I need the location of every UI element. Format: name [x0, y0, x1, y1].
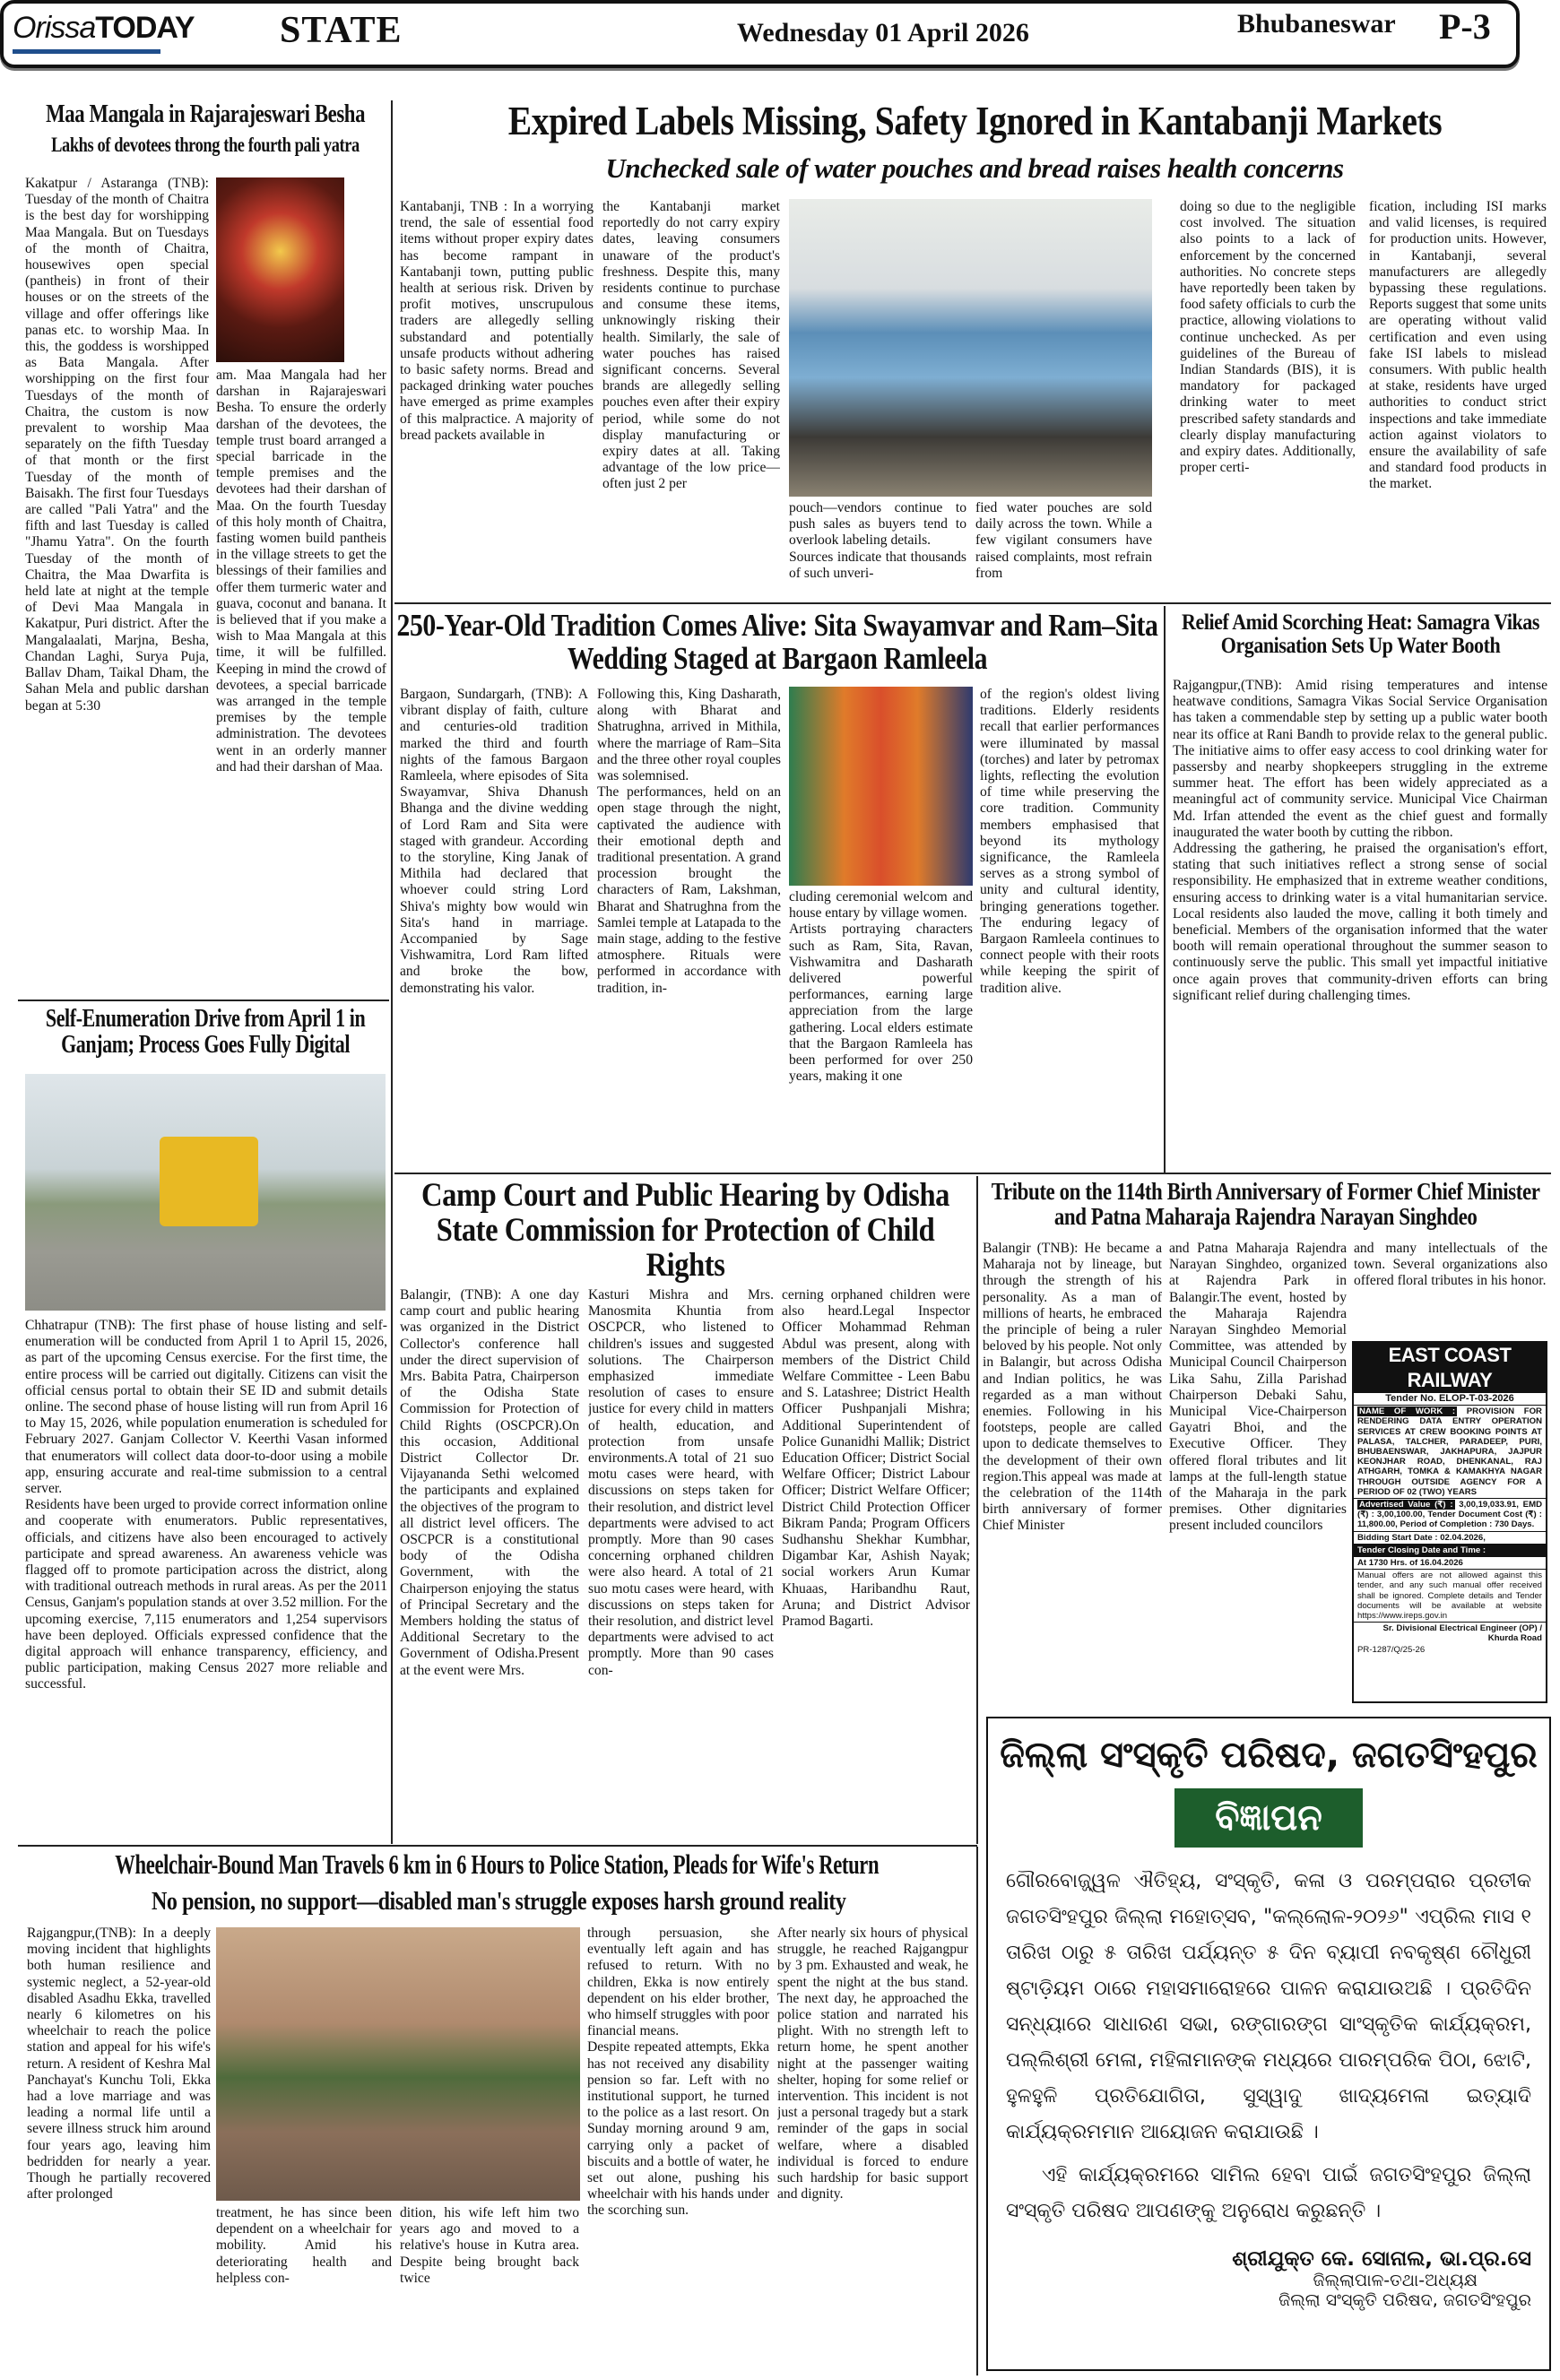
article-column: and Patna Maharaja Rajendra Narayan Singhdeo, organized at Rajendra Park in Balangir.The event, hosted by the Maharaja Rajendra Narayan Singhdeo Memorial Committee, was attended by Municipal Council Chairperson Lika Sahu, Zilla Parishad Chairperson Debaki Sahu, Municipal Vice-Chairperson Gayatri Bhoi, and the Executive Officer. They offered floral tributes and lit lamps at the full-length statue of the Maharaja in the park premises. Other dignitaries present included councilors — [1169, 1241, 1347, 1534]
pr-number: PR-1287/Q/25-26 — [1357, 1644, 1426, 1655]
advertisement-kallola-festival — [986, 1717, 1551, 2371]
headline: Camp Court and Public Hearing by Odisha State Commission for Protection of Child Rights — [421, 1177, 949, 1284]
article-column: the Kantabanji market reportedly do not carry expiry dates, leaving consumers unaware of the product's freshness. Despite this, many residents continue to purchase and consume these items, unknowingly risking their health. Similarly, the sale of water pouches has raised significant concerns. Several brands are allegedly selling pouches even after their expiry period, while some do not display manufacturing or expiry dates at all. Taking advantage of the low price—often just 2 per — [602, 199, 780, 492]
ad-title: ଜିଲ୍ଲା ସଂସ୍କୃତି ପରିଷଦ, ଜଗତସିଂହପୁର — [1000, 1735, 1538, 1776]
article-column: am. Maa Mangala had her darshan in Rajarajeswari Besha. To ensure the orderly darshan of the devotees, the temple trust board arranged a special barricade in the temple premises and the devotees had their darshan of Maa. On the fourth Tuesday of this holy month of Chaitra, fasting women build pantheis in the village streets to get the blessings of their families and offer them turmeric water and guava, coconut and banana. It is believed that if you make a wish to Maa Mangala at this time, it will be fulfilled. Keeping in mind the crowd of devotees, a special barricade was arranged in the temple premises by the temple administration. The devotees went in an orderly manner and had their darshan of Maa. — [216, 368, 386, 775]
article-column: dition, his wife left him two years ago and moved to a relative's house in Kutra area. Despite being brought back twice — [400, 2205, 579, 2286]
subheadline: Lakhs of devotees throng the fourth pali yatra — [51, 134, 360, 156]
article-column: Kantabanji, TNB : In a worrying trend, the sale of essential food items without proper expiry dates has become rampant in Kantabanji town, putting public health at serious risk. Driven by profit motives, unscrupulous traders are allegedly selling substandard and potentially unsafe products without adhering to basic safety norms. Bread and packaged drinking water pouches have emerged as prime examples of this malpractice. A majority of bread packets available in — [400, 199, 594, 443]
headline: Tribute on the 114th Birth Anniversary of Former Chief Minister and Patna Maharaja Rajendra Narayan Singhdeo — [991, 1178, 1540, 1231]
article-column: cerning orphaned children were also heard.Legal Inspector Officer Mohammad Rehman Abdul was present, along with members of the District Child Welfare Committee - Leen Babu and S. Latashree; District Health Officer Pushpanjali Mishra; Additional Superintendent of Police Gunanidhi Mallik; District Education Officer; District Social Welfare Officer; District Labour Officer; District Welfare Officer; District Child Protection Officer Bikram Panda; Program Officers Sudhanshu Shekhar Kumbhar, Digambar Kar, Ashish Nayak; social workers Arun Kumar Khuaas, Haribandhu Raut, Aruna; and District Advisor Pramod Bagarti. — [782, 1287, 970, 1630]
ad-signatory-name: ଶ୍ରୀଯୁକ୍ତ କେ. ସୋନାଲ, ଭା.ପ୍ର.ସେ — [1232, 2247, 1531, 2271]
article-column: Balangir, (TNB): A one day camp court and public hearing was organized in the District Collector's conference hall under the direct supervision of Mrs. Babita Patra, Chairperson of the Odisha State Commission for Protection of Child Rights (OSCPCR).On this occasion, Additional District Collector Dr. Vijayananda Sethi welcomed the participants and explained the objectives of the program to all district level officers. The OSCPCR is a constitutional body of the Odisha Government, with the Chairperson enjoying the status of Principal Secretary and the Members holding the status of Additional Secretary to the Government of Odisha.Present at the event were Mrs. — [400, 1287, 579, 1678]
emd-details: EMD (₹) : 3,00,100.00, Tender Document Cost (₹) : 11,800.00, Period of Completion : 730 Days. — [1357, 1500, 1542, 1530]
article-column: Bargaon, Sundargarh, (TNB): A vibrant display of faith, culture and centuries-old tradition marked the third and fourth nights of the famous Bargaon Ramleela, where episodes of Sita Swayamvar, Shiva Dhanush Bhanga and the divine wedding of Lord Ram and Sita were staged with grandeur. According to the storyline, King Janak of Mithila had declared that whoever could string Lord Shiva's mighty bow would win Sita's hand in marriage. Accompanied by Sage Vishwamitra, Lord Ram lifted and broke the bow, demonstrating his valor. — [400, 687, 588, 996]
article-column: fication, including ISI marks and valid licenses, is required for production units. However, in Kantabanji, several manufacturers are allegedly bypassing these regulations. Reports suggest that some units are operating without valid certification and even using fake ISI labels to mislead consumers. With public health at stake, residents have urged authorities to conduct strict inspections and take immediate action against violators to ensure the availability of safe and standard food products in the market. — [1369, 199, 1547, 492]
section-rule — [18, 1845, 977, 1847]
section-rule — [394, 1173, 1551, 1174]
article-column: Rajgangpur,(TNB): In a deeply moving incident that highlights both human resilience and systemic neglect, a 52-year-old disabled Asadhu Ekka, travelled nearly 6 kilometres on his wheelchair to reach the police station and appeal for his wife's return. A resident of Keshra Mal Panchayat's Kunchu Toli, Ekka had a love marriage and was leading a normal life until a severe illness struck him around four years ago, leaving him bedridden for nearly a year. Though he partially recovered after prolonged — [27, 1926, 211, 2203]
ad-banner: ବିଜ୍ଞାପନ — [1174, 1788, 1363, 1848]
article-body: Chhatrapur (TNB): The first phase of house listing and self-enumeration will be conducted from April 1 to April 15, 2026, as part of the upcoming Census exercise. For the first time, the entire process will be carried out digitally. Citizens can visit the official census portal to obtain their SE ID and submit details online. The second phase of house listing will run from April 16 to May 15, 2026, while population enumeration is scheduled for February 2027. Ganjam Collector V. Keerthi Vasan informed that enumerators will collect data door-to-door using a mobile app, ensuring accurate and real-time submission to a central server. Residents have been urged to provide correct information online and cooperate with enumerators. Public representatives, officials, and citizens have also been encouraged to actively participate and spread awareness. An awareness vehicle was flagged off to promote participation across the district, along with traditional outreach methods in rural areas. As per the 2011 Census, Ganjam's population stands at over 3.52 million. For the upcoming exercise, 7,115 enumerators and 1,254 supervisors have been deployed. Officials expressed confidence that the digital approach will enhance transparency, efficiency, and public participation, making Census 2027 more reliable and successful. — [25, 1318, 387, 1692]
ad-signatory-org: ଜିଲ୍ଲା ସଂସ୍କୃତି ପରିଷଦ, ଜଗତସିଂହପୁର — [1278, 2290, 1531, 2310]
section-name: STATE — [280, 10, 403, 51]
work-description: PROVISION FOR RENDERING DATA ENTRY OPERATION SERVICES AT CREW BOOKING POINTS AT PALASA, TALCHER, PARADEEP, PURI, BHUBAENSWAR, JAKHAPURA, JAJPUR KEONJHAR ROAD, DHENKANAL, RAJ ATHGARH, TOMKA & KAMAKHYA NAGAR THROUGH OUTSIDE AGENCY FOR A PERIOD OF 02 (TWO) YEARS — [1357, 1406, 1542, 1497]
tender-note: Manual offers are not allowed against this tender, and any such manual offer received shall be ignored. Complete details and Tender documents will be available at website https://www.ireps.gov.in — [1354, 1570, 1546, 1623]
headline: Wheelchair-Bound Man Travels 6 km in 6 Hours to Police Station, Pleads for Wife's Return — [115, 1848, 880, 1880]
article-column: After nearly six hours of physical struggle, he reached Rajgangpur by 3 pm. Exhausted and weak, he spent the night at the bus stand. The next day, he approached the police station and narrated his plight. With no strength left to return home, he spent another night at the passenger waiting shelter, hoping for some relief or intervention. This incident is not just a personal tragedy but a stark reminder of the gaps in social welfare, where a disabled individual is forced to endure such hardship for basic support and dignity. — [777, 1926, 968, 2203]
ad-appeal: ଏହି କାର୍ଯ୍ୟକ୍ରମରେ ସାମିଲ ହେବା ପାଇଁ ଜଗତସିଂହପୁର ଜିଲ୍ଲା ସଂସ୍କୃତି ପରିଷଦ ଆପଣଙ୍କୁ ଅନୁରୋଧ କରୁଛନ୍ତି । — [1006, 2164, 1531, 2222]
section-rule — [18, 1000, 389, 1001]
column-rule — [391, 100, 393, 1844]
signatory: Sr. Divisional Electrical Engineer (OP) / Khurda Road — [1382, 1623, 1542, 1644]
headline: 250-Year-Old Tradition Comes Alive: Sita Swayamvar and Ram–Sita Wedding Staged at Bargaon Ramleela — [396, 608, 1158, 676]
article-column: of the region's oldest living traditions. Elderly residents recall that earlier performances were illuminated by massal (torches) and later by petromax lights, reflecting the evolution of time while preserving the core tradition. Community members emphasised that beyond its mythology significance, the Ramleela serves as a strong symbol of unity and cultural identity, bringing generations together. The enduring legacy of Bargaon Ramleela continues to connect people with their roots while keeping the spirit of tradition alive. — [980, 687, 1159, 996]
article-column: doing so due to the negligible cost involved. The situation also points to a lack of enforcement by the concerned authorities. No concrete steps have reportedly been taken by food safety officials to curb the practice, allowing violations to continue unchecked. As per guidelines of the Bureau of Indian Standards (BIS), it is mandatory for packaged drinking water to meet prescribed safety standards and clearly display manufacturing and expiry dates. Additionally, proper certi- — [1180, 199, 1356, 476]
closing-date: At 1730 Hrs. of 16.04.2026 — [1354, 1557, 1546, 1570]
city: Bhubaneswar — [1237, 9, 1396, 39]
headline: Expired Labels Missing, Safety Ignored in Kantabanji Markets — [507, 99, 1443, 143]
photo-ramleela-artists — [789, 687, 973, 886]
advertisement-east-coast-railway-tender — [1352, 1341, 1547, 1703]
subheadline: Unchecked sale of water pouches and bread raises health concerns — [605, 152, 1344, 184]
headline: Relief Amid Scorching Heat: Samagra Vikas Organisation Sets Up Water Booth — [1182, 610, 1539, 659]
column-rule — [976, 1176, 978, 1844]
ad-signatory-title: ଜିଲ୍ଲାପାଳ-ତଥା-ଅଧ୍ୟକ୍ଷ — [1313, 2271, 1478, 2290]
photo-man-in-wheelchair — [216, 1927, 580, 2201]
masthead — [0, 0, 1520, 68]
headline: Maa Mangala in Rajarajeswari Besha — [46, 100, 366, 128]
article-column: Balangir (TNB): He became a Maharaja not by lineage, but through the strength of his personality. As a man of millions of hearts, he embraced the principle of being a ruler beloved by his people. Not only in Balangir, but across Odisha and Indian politics, he was regarded as a man without enemies. Following in his footsteps, people are called upon to dedicate themselves to the development of their own region.This appeal was made at the celebration of the 114th birth anniversary of former Chief Minister — [983, 1241, 1162, 1534]
article-column: and many intellectuals of the town. Several organizations also offered floral tributes in his honor. — [1354, 1241, 1547, 1289]
value-label: Advertised Value (₹) : — [1359, 1500, 1453, 1510]
photo-awareness-vehicle — [25, 1074, 386, 1311]
closing-label: Tender Closing Date and Time : — [1354, 1545, 1546, 1557]
headline: Self-Enumeration Drive from April 1 in Ganjam; Process Goes Fully Digital — [45, 1005, 366, 1060]
article-column: Kasturi Mishra and Mrs. Manosmita Khuntia from OSCPCR, who listened to children's issues and suggested solutions. The Chairperson emphasized immediate resolution of cases to ensure justice for every child in matters of health, education, and protection from unsafe environments.A total of 21 suo motu cases were heard, with discussions on steps taken for their resolution, and district level departments were advised to act promptly. More than 90 cases concerning orphaned children were also heard. A total of 21 suo motu cases were heard, with discussions on steps taken for their resolution, and district level departments were advised to act promptly. More than 90 cases con- — [588, 1287, 774, 1678]
tender-number: Tender No. ELOP-T-03-2026 — [1354, 1393, 1546, 1406]
ad-body: ଗୌରବୋଜ୍ଜ୍ୱଳ ଐତିହ୍ୟ, ସଂସ୍କୃତି, କଳା ଓ ପରମ୍ପରାର ପ୍ରତୀକ ଜଗତସିଂହପୁର ଜିଲ୍ଲା ମହୋତ୍ସବ, "କଲ୍ଲୋଳ-୨୦୨୬" ଏପ୍ରିଲ ମାସ ୧ ତାରିଖ ଠାରୁ ୫ ତାରିଖ ପର୍ଯ୍ୟନ୍ତ ୫ ଦିନ ବ୍ୟାପୀ ନବକୃଷ୍ଣ ଚୌଧୁରୀ ଷ୍ଟାଡ଼ିୟମ ଠାରେ ମହାସମାରୋହରେ ପାଳନ କରାଯାଉଅଛି । ପ୍ରତିଦିନ ସନ୍ଧ୍ୟାରେ ସାଧାରଣ ସଭା, ରଙ୍ଗାରଙ୍ଗ ସାଂସ୍କୃତିକ କାର୍ଯ୍ୟକ୍ରମ, ପଲ୍ଲିଶ୍ରୀ ମେଳା, ମହିଳାମାନଙ୍କ ମଧ୍ୟରେ ପାରମ୍ପରିକ ପିଠା, ଝୋଟି, ହୁଳହୁଳି ପ୍ରତିଯୋଗିତା, ସୁସ୍ୱାଦୁ ଖାଦ୍ୟମେଳା ଇତ୍ୟାଦି କାର୍ଯ୍ୟକ୍ରମମାନ ଆୟୋଜନ କରାଯାଉଛି । — [1006, 1870, 1531, 2143]
issue-date: Wednesday 01 April 2026 — [737, 18, 1029, 48]
article-column: treatment, he has since been dependent on a wheelchair for mobility. Amid his deteriorating health and helpless con- — [216, 2205, 392, 2286]
article-column: pouch—vendors continue to push sales as buyers tend to overlook labeling details. Sources indicate that thousands of such unveri- — [789, 500, 966, 581]
article-column: cluding ceremonial welcom and house entary by village women. Artists portraying characters such as Ram, Sita, Ravan, Vishwamitra and Dasharath delivered powerful performances, earning large appreciation from the large gathering. Local elders estimate that the Bargaon Ramleela has been performed for over 250 years, making it one — [789, 889, 973, 1085]
article-column: through persuasion, she eventually left again and has refused to return. With no children, Ekka is now entirely dependent on his elder brother, who himself struggles with poor financial means. Despite repeated attempts, Ekka has not received any disability pension so far. Left with no institutional support, he turned to the police as a last resort. On Sunday morning around 9 am, carrying only a packet of biscuits and a bottle of water, he set out alone, pushing his wheelchair with his hands under the scorching sun. — [587, 1926, 769, 2219]
article-column: Kakatpur / Astaranga (TNB): Tuesday of the month of Chaitra is the best day for worshipping Maa Mangala. But on Tuesdays of the month of Chaitra, housewives open special (pantheis) in front of their houses or on the streets of the village and offer offerings like panas etc. to worship Maa. In this, the goddess is worshipped as Bata Mangala. After worshipping on the first four Tuesdays of the month of Chaitra, the custom is now prevalent to worship Maa separately on the fifth Tuesday of that month or the first Tuesday of the month of Baisakh. The first four Tuesdays are called "Pali Yatra" and the fifth and last Tuesday is called "Jhamu Yatra". On the fourth Tuesday of the month of Chaitra, the Maa Dwarfita is held late at night at the temple of Devi Maa Mangala in Kakatpur, Puri district. After the Mangalaalati, Marjna, Besha, Chandan Laghi, Surya Puja, Ballav Dham, Taikal Dham, the Sahan Mela and public darshan began at 5:30 — [25, 176, 209, 714]
page-number: P-3 — [1439, 6, 1491, 47]
subheadline: No pension, no support—disabled man's struggle exposes harsh ground reality — [151, 1887, 846, 1916]
advertised-value: 3,00,19,033.91, — [1459, 1500, 1519, 1510]
work-label: NAME OF WORK : — [1359, 1406, 1456, 1417]
column-rule — [1164, 606, 1166, 1173]
logo-bar — [13, 49, 160, 54]
logo: OrissaTODAY — [13, 11, 195, 45]
column-rule — [976, 1847, 978, 2376]
article-column: Following this, King Dasharath, along with Bharat and Shatrughna, arrived in Mithila, where the marriage of Ram–Sita and the three other royal couples was solemnised. The performances, held on an open stage through the night, captivated the audience with their emotional depth and traditional presentation. A grand procession brought the characters of Ram, Lakshman, Bharat and Shatrughna from the Samlei temple at Latapada to the main stage, adding to the festive atmosphere. Rituals were performed in accordance with tradition, in- — [597, 687, 781, 996]
photo-maa-mangala — [216, 177, 344, 362]
article-column: fied water pouches are sold daily across the town. While a few vigilant consumers have raised complaints, most refrain from — [975, 500, 1152, 581]
article-body: Rajgangpur,(TNB): Amid rising temperatures and intense heatwave conditions, Samagra Vikas Social Service Organisation has taken a commendable step by setting up a public water booth near its office at Rani Bandh to provide relax to the general public. The initiative aims to offer easy access to cool drinking water for passersby and nearby shopkeepers struggling in the extreme summer heat. The effort has been widely appreciated as a meaningful act of community service. Municipal Vice Chairman Md. Irfan attended the event as the chief guest and formally inaugurated the water booth by cutting the ribbon. Addressing the gathering, he praised the organisation's effort, stating that such initiatives reflect a strong sense of social responsibility. He emphasized that in extreme weather conditions, ensuring access to drinking water is a vital humanitarian service. Local residents also lauded the move, calling it both timely and beneficial. Members of the organisation informed that the water booth will remain operational throughout the summer season to continuously serve the public. This small yet impactful initiative once again proves that community-driven efforts can bring significant relief during challenging times. — [1173, 678, 1547, 1003]
photo-water-pouches-truck — [789, 199, 1152, 497]
section-rule — [394, 602, 1551, 604]
ad-title: EAST COAST RAILWAY — [1354, 1343, 1546, 1393]
bidding-start: Bidding Start Date : 02.04.2026, — [1354, 1532, 1546, 1545]
